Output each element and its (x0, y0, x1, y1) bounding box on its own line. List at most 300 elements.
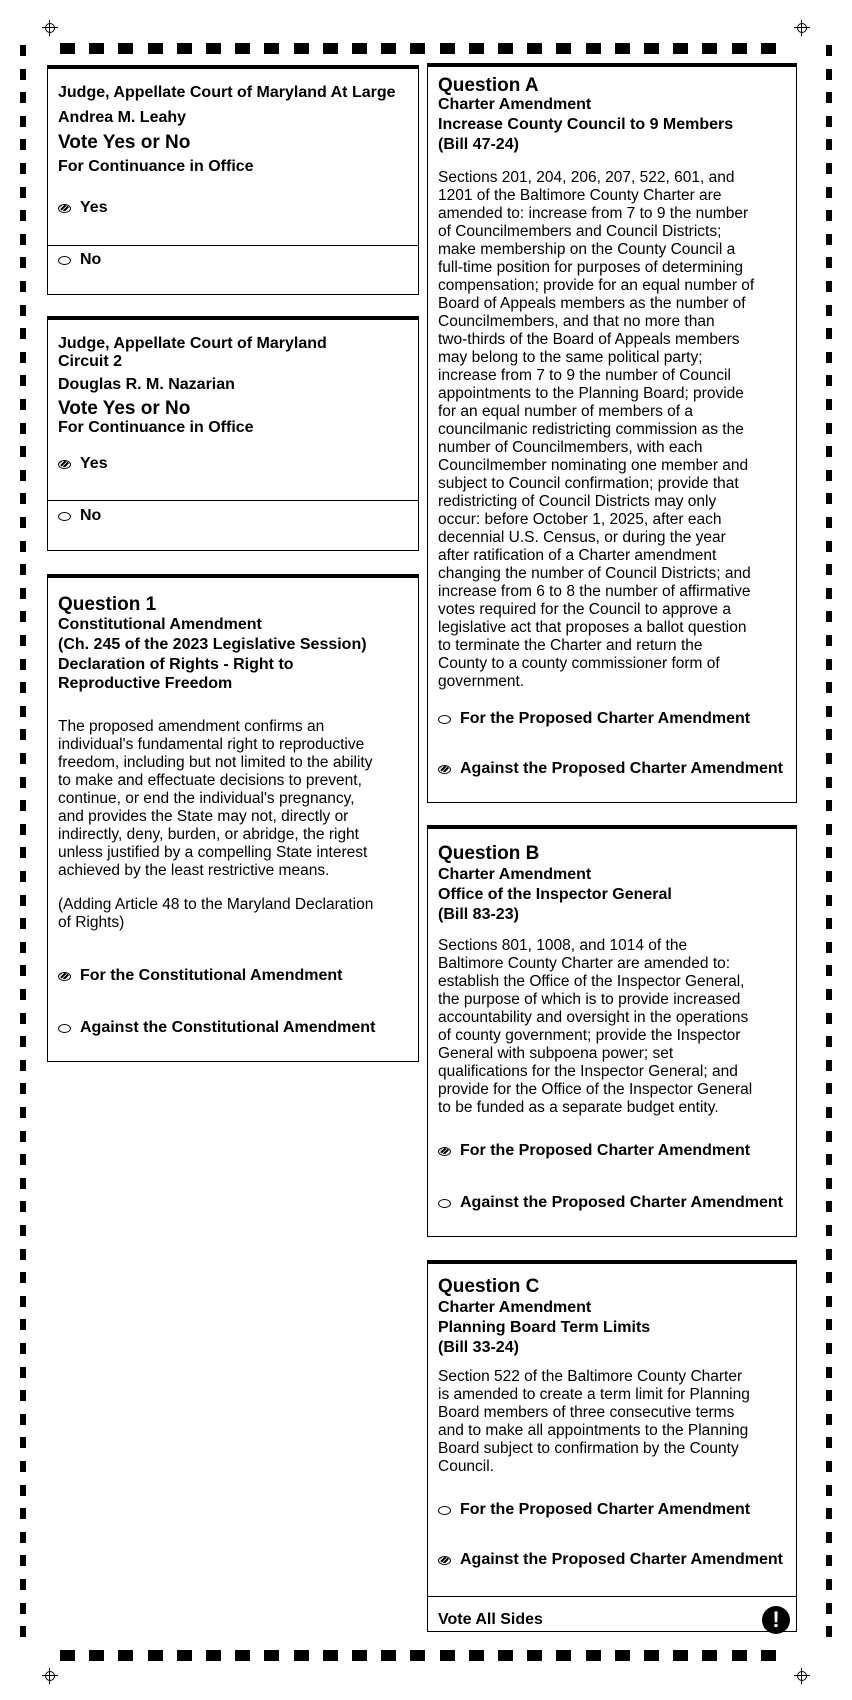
timing-mark (826, 1154, 832, 1165)
timing-mark (20, 1390, 26, 1401)
timing-mark (826, 1201, 832, 1212)
timing-mark (20, 1367, 26, 1378)
timing-mark (20, 1107, 26, 1118)
body-line: compensation; provide for an equal number of (438, 277, 755, 294)
body-line: subject to Council confirmation; provide that (438, 475, 739, 492)
timing-mark (352, 43, 367, 54)
timing-mark (20, 729, 26, 740)
timing-mark (20, 871, 26, 882)
timing-mark (118, 43, 133, 54)
candidate-name: Douglas R. M. Nazarian (58, 376, 235, 393)
body-line: indirectly, deny, burden, or abridge, the right (58, 826, 359, 843)
timing-mark (826, 423, 832, 434)
timing-mark (826, 588, 832, 599)
option-label: For the Proposed Charter Amendment (460, 710, 751, 727)
timing-mark (826, 1343, 832, 1354)
timing-mark (20, 918, 26, 929)
timing-mark (826, 1626, 832, 1637)
filled-oval-icon[interactable] (438, 1147, 451, 1156)
timing-mark (206, 1650, 221, 1661)
timing-mark (761, 43, 776, 54)
body-line: to make and effectuate decisions to prevent, (58, 772, 362, 789)
timing-mark (89, 43, 104, 54)
timing-mark (826, 187, 832, 198)
timing-mark (826, 399, 832, 410)
timing-mark (20, 1508, 26, 1519)
option-for[interactable] (438, 709, 750, 729)
timing-mark (410, 1650, 425, 1661)
timing-mark (586, 43, 601, 54)
timing-mark (826, 729, 832, 740)
divider (48, 500, 418, 501)
timing-mark (381, 43, 396, 54)
body-line: Council. (438, 1458, 494, 1475)
timing-mark (20, 352, 26, 363)
timing-mark (826, 352, 832, 363)
body-line: Board subject to confirmation by the County (438, 1440, 739, 1457)
body-line: increase from 7 to 9 the number of Council (438, 367, 731, 384)
option-yes[interactable] (58, 454, 108, 474)
timing-mark (826, 1131, 832, 1142)
timing-mark (826, 1107, 832, 1118)
body-line: changing the number of Council Districts; and (438, 565, 751, 582)
body-line: and provides the State may not, directly or (58, 808, 349, 825)
timing-mark (20, 1154, 26, 1165)
timing-mark (20, 1343, 26, 1354)
registration-crosshair-icon (42, 20, 58, 36)
timing-mark (826, 777, 832, 788)
timing-mark (20, 635, 26, 646)
timing-mark (206, 43, 221, 54)
timing-mark (826, 328, 832, 339)
contest-question-b (427, 825, 797, 1237)
timing-mark (644, 1650, 659, 1661)
question-note (58, 896, 418, 932)
vote-instruction: Vote Yes or No (58, 132, 191, 153)
timing-mark (20, 470, 26, 481)
timing-mark (826, 635, 832, 646)
option-for[interactable] (58, 966, 343, 986)
body-line: legislative act that proposes a ballot question (438, 619, 747, 636)
filled-oval-icon[interactable] (58, 972, 71, 981)
question-type: Charter Amendment (438, 1299, 592, 1316)
timing-mark (20, 1603, 26, 1614)
registration-crosshair-icon (42, 1668, 58, 1684)
timing-mark (20, 682, 26, 693)
timing-mark (644, 43, 659, 54)
timing-mark (826, 895, 832, 906)
timing-mark (294, 43, 309, 54)
timing-mark (826, 1579, 832, 1590)
timing-mark (20, 257, 26, 268)
timing-mark (20, 1579, 26, 1590)
oval-icon[interactable] (58, 512, 71, 521)
body-line: amended to: increase from 7 to 9 the number (438, 205, 749, 222)
timing-mark (20, 305, 26, 316)
timing-mark (527, 1650, 542, 1661)
timing-mark (826, 1249, 832, 1260)
timing-mark (469, 1650, 484, 1661)
question-bill: (Bill 83-23) (438, 906, 519, 923)
timing-mark (826, 682, 832, 693)
timing-mark (826, 1367, 832, 1378)
timing-mark (826, 1461, 832, 1472)
timing-mark (20, 210, 26, 221)
timing-mark (826, 1036, 832, 1047)
timing-mark (586, 1650, 601, 1661)
oval-icon[interactable] (438, 715, 451, 724)
timing-mark (235, 43, 250, 54)
timing-mark (556, 1650, 571, 1661)
timing-mark (732, 43, 747, 54)
body-line: (Adding Article 48 to the Maryland Declaration (58, 896, 374, 913)
body-line: of Councilmembers and Council Districts; (438, 223, 722, 240)
option-no[interactable] (58, 250, 101, 270)
timing-mark (20, 1225, 26, 1236)
timing-mark (826, 257, 832, 268)
body-line: full-time position for purposes of determining (438, 259, 743, 276)
body-line: to terminate the Charter and return the (438, 637, 703, 654)
timing-mark (20, 1036, 26, 1047)
timing-mark (826, 965, 832, 976)
option-label: Yes (80, 199, 108, 216)
question-title: Question 1 (58, 594, 157, 615)
body-line: Councilmember nominating one member and (438, 457, 749, 474)
oval-icon[interactable] (58, 1024, 71, 1033)
option-label: Against the Proposed Charter Amendment (460, 760, 784, 777)
timing-mark (20, 69, 26, 80)
continuance-label: For Continuance in Office (58, 158, 254, 175)
option-against[interactable] (438, 1550, 783, 1570)
timing-mark (20, 777, 26, 788)
body-line: to be funded as a separate budget entity. (438, 1099, 719, 1116)
timing-mark (323, 1650, 338, 1661)
timing-mark (20, 1626, 26, 1637)
timing-mark (148, 43, 163, 54)
timing-mark (20, 399, 26, 410)
timing-mark (826, 281, 832, 292)
timing-mark (826, 116, 832, 127)
timing-mark (826, 1013, 832, 1024)
timing-mark (826, 1532, 832, 1543)
timing-mark (20, 965, 26, 976)
body-line: County to a county commissioner form of (438, 655, 720, 672)
timing-mark (20, 1201, 26, 1212)
timing-mark (826, 800, 832, 811)
timing-mark (826, 847, 832, 858)
contest-question-1 (47, 574, 419, 1062)
timing-mark (469, 43, 484, 54)
timing-mark (323, 43, 338, 54)
timing-mark (20, 1532, 26, 1543)
timing-mark (177, 43, 192, 54)
timing-mark (826, 446, 832, 457)
body-line: for an equal number of members of a (438, 403, 694, 420)
timing-mark (826, 942, 832, 953)
timing-mark (20, 493, 26, 504)
timing-mark (826, 564, 832, 575)
timing-mark (20, 1414, 26, 1425)
body-line: Baltimore County Charter are amended to: (438, 955, 731, 972)
timing-mark (673, 43, 688, 54)
timing-mark (826, 1178, 832, 1189)
question-body (438, 1368, 793, 1476)
option-for[interactable] (438, 1500, 750, 1520)
timing-mark (826, 45, 832, 56)
option-against[interactable] (438, 1193, 783, 1213)
option-label: Yes (80, 455, 108, 472)
vote-instruction: Vote Yes or No (58, 398, 191, 419)
body-line: of Rights) (58, 914, 125, 931)
body-line: qualifications for the Inspector General; and (438, 1063, 738, 1080)
timing-mark (60, 1650, 75, 1661)
office-title: Judge, Appellate Court of Maryland (58, 335, 327, 352)
question-bill: (Bill 47-24) (438, 136, 519, 153)
option-label: Against the Proposed Charter Amendment (460, 1551, 784, 1568)
timing-mark (20, 1060, 26, 1071)
timing-mark (20, 45, 26, 56)
timing-mark (20, 541, 26, 552)
timing-mark (20, 423, 26, 434)
filled-oval-icon[interactable] (58, 204, 71, 213)
timing-mark (118, 1650, 133, 1661)
timing-mark (673, 1650, 688, 1661)
timing-mark (20, 1319, 26, 1330)
timing-mark (440, 43, 455, 54)
circuit-label: Circuit 2 (58, 353, 123, 370)
timing-mark (826, 1437, 832, 1448)
timing-mark (20, 564, 26, 575)
timing-mark (826, 210, 832, 221)
body-line: is amended to create a term limit for Planning (438, 1386, 750, 1403)
filled-oval-icon[interactable] (438, 765, 451, 774)
timing-mark (264, 43, 279, 54)
body-line: Section 522 of the Baltimore County Charter (438, 1368, 743, 1385)
timing-mark (615, 1650, 630, 1661)
timing-mark (89, 1650, 104, 1661)
timing-mark (294, 1650, 309, 1661)
timing-mark (20, 92, 26, 103)
body-line: decennial U.S. Census, or during the year (438, 529, 726, 546)
option-label: No (80, 251, 102, 268)
filled-oval-icon[interactable] (438, 1556, 451, 1565)
body-line: Board of Appeals members as the number of (438, 295, 746, 312)
timing-mark (826, 824, 832, 835)
timing-mark (826, 611, 832, 622)
option-against[interactable] (58, 1018, 375, 1038)
timing-mark (410, 43, 425, 54)
timing-mark (20, 1178, 26, 1189)
body-line: establish the Office of the Inspector General, (438, 973, 745, 990)
option-label: For the Proposed Charter Amendment (460, 1501, 751, 1518)
question-subject (58, 655, 338, 693)
question-subject: Planning Board Term Limits (438, 1319, 651, 1336)
timing-mark (20, 588, 26, 599)
timing-mark (20, 281, 26, 292)
oval-icon[interactable] (58, 256, 71, 265)
timing-mark (826, 1225, 832, 1236)
body-line: Sections 201, 204, 206, 207, 522, 601, and (438, 169, 735, 186)
subject-text: Declaration of Rights - Right to Reproductive Freedom (58, 656, 294, 692)
timing-mark (20, 847, 26, 858)
timing-mark (826, 1083, 832, 1094)
option-against[interactable] (438, 759, 783, 779)
timing-mark (826, 375, 832, 386)
timing-mark (826, 1319, 832, 1330)
timing-mark (20, 163, 26, 174)
body-line: councilmanic redistricting commission as the (438, 421, 744, 438)
timing-mark (20, 446, 26, 457)
body-line: votes required for the Council to approve a (438, 601, 731, 618)
timing-mark (826, 659, 832, 670)
timing-mark (20, 1131, 26, 1142)
body-line: 1201 of the Baltimore County Charter are (438, 187, 722, 204)
timing-mark (60, 43, 75, 54)
timing-mark (20, 706, 26, 717)
timing-mark (826, 706, 832, 717)
registration-crosshair-icon (794, 20, 810, 36)
body-line: two-thirds of the Board of Appeals members (438, 331, 740, 348)
timing-mark (826, 989, 832, 1000)
question-body (58, 718, 418, 880)
timing-mark (556, 43, 571, 54)
body-line: individual's fundamental right to reproductive (58, 736, 365, 753)
option-label: For the Proposed Charter Amendment (460, 1142, 751, 1159)
timing-mark (440, 1650, 455, 1661)
timing-mark (20, 611, 26, 622)
body-line: appointments to the Planning Board; provide (438, 385, 744, 402)
exclamation-icon: ! (762, 1606, 790, 1634)
timing-mark (20, 1083, 26, 1094)
option-label: For the Constitutional Amendment (80, 967, 343, 984)
question-session: (Ch. 245 of the 2023 Legislative Session) (58, 636, 367, 653)
question-type: Constitutional Amendment (58, 616, 262, 633)
timing-mark (20, 139, 26, 150)
timing-mark (826, 470, 832, 481)
timing-mark (826, 69, 832, 80)
body-line: accountability and oversight in the operations (438, 1009, 749, 1026)
body-line: the purpose of which is to provide increased (438, 991, 741, 1008)
contest-question-c (427, 1260, 797, 1632)
body-line: provide for the Office of the Inspector General (438, 1081, 753, 1098)
timing-mark (826, 541, 832, 552)
body-line: Board members of three consecutive terms (438, 1404, 735, 1421)
timing-mark (826, 1296, 832, 1307)
timing-mark (826, 1414, 832, 1425)
timing-mark (20, 1485, 26, 1496)
timing-mark (20, 1272, 26, 1283)
timing-mark (20, 989, 26, 1000)
timing-mark (498, 1650, 513, 1661)
timing-mark (702, 1650, 717, 1661)
timing-mark (381, 1650, 396, 1661)
question-subject: Increase County Council to 9 Members (438, 116, 734, 133)
body-line: and to make all appointments to the Planning (438, 1422, 749, 1439)
timing-mark (826, 517, 832, 528)
oval-icon[interactable] (438, 1506, 451, 1515)
timing-mark (20, 1249, 26, 1260)
timing-mark (20, 1461, 26, 1472)
body-line: number of Councilmembers, with each (438, 439, 703, 456)
timing-mark (20, 375, 26, 386)
timing-mark (20, 659, 26, 670)
body-line: General with subpoena power; set (438, 1045, 674, 1062)
timing-mark (826, 753, 832, 764)
candidate-name: Andrea M. Leahy (58, 109, 187, 126)
timing-mark (20, 1296, 26, 1307)
timing-mark (826, 163, 832, 174)
body-line: make membership on the County Council a (438, 241, 736, 258)
body-line: achieved by the least restrictive means. (58, 862, 330, 879)
oval-icon[interactable] (438, 1199, 451, 1208)
contest-judge-circuit-2 (47, 316, 419, 551)
timing-mark (826, 305, 832, 316)
filled-oval-icon[interactable] (58, 460, 71, 469)
body-line: redistricting of Council Districts may only (438, 493, 717, 510)
timing-mark (235, 1650, 250, 1661)
body-line: increase from 6 to 8 the number of affirmative (438, 583, 751, 600)
question-type: Charter Amendment (438, 96, 592, 113)
timing-mark (826, 918, 832, 929)
timing-mark (20, 1555, 26, 1566)
timing-mark (826, 1390, 832, 1401)
body-line: Sections 801, 1008, and 1014 of the (438, 937, 688, 954)
question-title: Question A (438, 75, 539, 96)
body-line: occur: before October 1, 2025, after each (438, 511, 722, 528)
timing-mark (20, 753, 26, 764)
contest-judge-at-large (47, 65, 419, 295)
option-no[interactable] (58, 506, 101, 526)
question-body (438, 169, 793, 691)
timing-mark (20, 824, 26, 835)
option-for[interactable] (438, 1141, 750, 1161)
timing-mark (826, 1060, 832, 1071)
office-title: Judge, Appellate Court of Maryland At Large (58, 84, 396, 101)
timing-mark (826, 139, 832, 150)
divider (428, 1596, 796, 1597)
body-line: unless justified by a compelling State interest (58, 844, 368, 861)
option-label: No (80, 507, 102, 524)
divider (48, 245, 418, 246)
timing-mark (826, 871, 832, 882)
timing-mark (826, 493, 832, 504)
timing-mark (732, 1650, 747, 1661)
timing-mark (615, 43, 630, 54)
option-label: Against the Proposed Charter Amendment (460, 1194, 784, 1211)
body-line: of county government; provide the Inspector (438, 1027, 741, 1044)
question-title: Question B (438, 843, 540, 864)
timing-mark (148, 1650, 163, 1661)
timing-mark (20, 942, 26, 953)
option-yes[interactable] (58, 198, 108, 218)
question-body (438, 937, 793, 1117)
vote-all-sides-label: Vote All Sides (438, 1611, 543, 1628)
body-line: after ratification of a Charter amendment (438, 547, 717, 564)
registration-crosshair-icon (794, 1668, 810, 1684)
question-title: Question C (438, 1276, 540, 1297)
timing-mark (702, 43, 717, 54)
timing-mark (20, 187, 26, 198)
body-line: Councilmembers, and that no more than (438, 313, 715, 330)
timing-mark (20, 517, 26, 528)
timing-mark (20, 800, 26, 811)
body-line: may belong to the same political party; (438, 349, 703, 366)
timing-mark (20, 328, 26, 339)
timing-mark (826, 1508, 832, 1519)
body-line: The proposed amendment confirms an (58, 718, 325, 735)
timing-mark (20, 1437, 26, 1448)
timing-mark (826, 1272, 832, 1283)
